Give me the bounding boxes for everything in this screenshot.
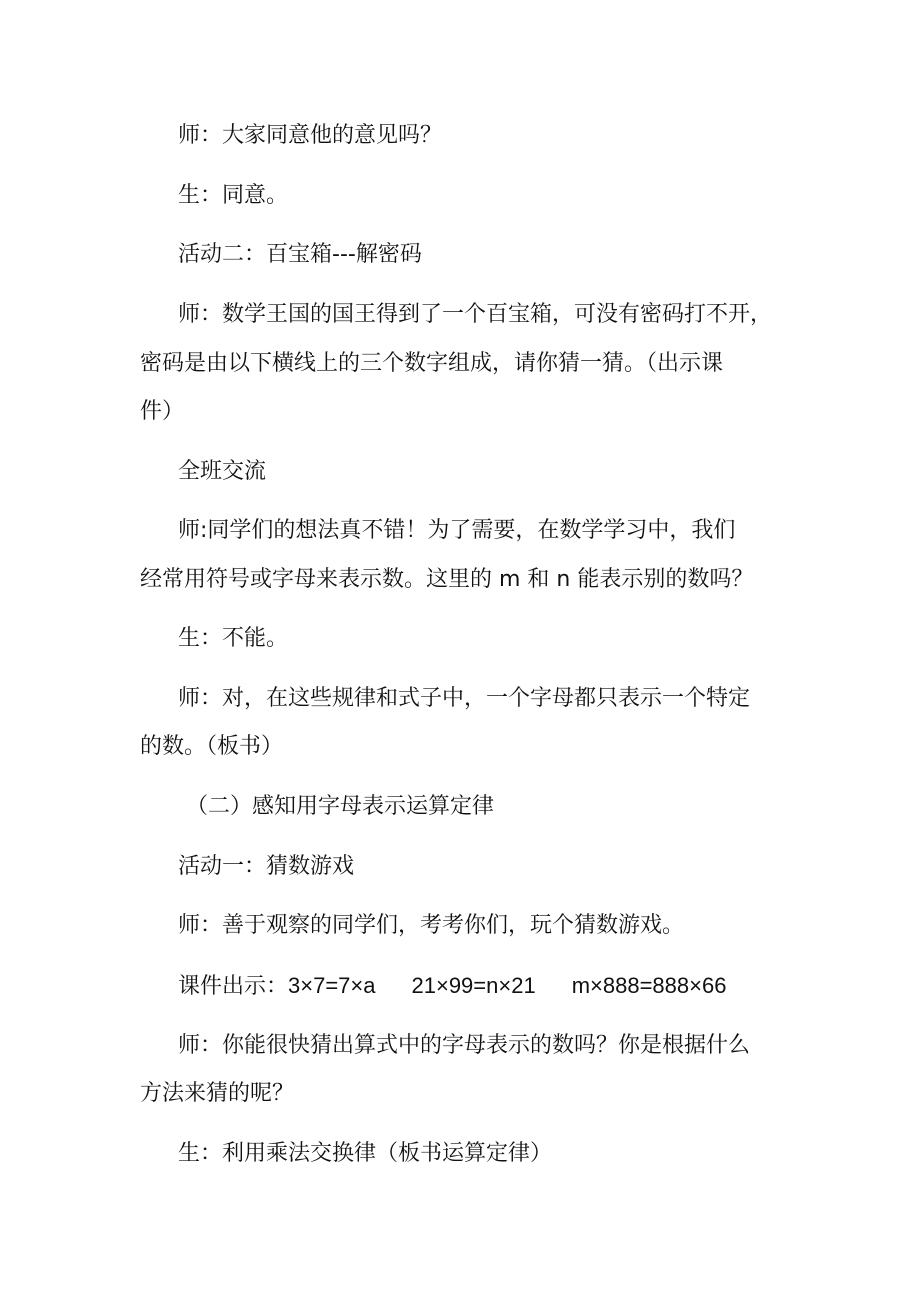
teacher-line-specific-2: 的数。（板书） xyxy=(140,734,284,759)
teacher-line-symbols-1: 师:同学们的想法真不错！为了需要，在数学学习中，我们 xyxy=(178,518,736,543)
courseware-equations-line xyxy=(178,971,726,1002)
teacher-line-treasure-2: 密码是由以下横线上的三个数字组成，请你猜一猜。（出示课 xyxy=(140,351,724,376)
teacher-line-game: 师：善于观察的同学们，考考你们，玩个猜数游戏。 xyxy=(178,913,685,938)
activity-two-heading: 活动二：百宝箱---解密码 xyxy=(178,242,422,267)
activity-one-heading: 活动一：猜数游戏 xyxy=(178,854,355,879)
class-discussion-line: 全班交流 xyxy=(178,459,267,484)
teacher-line-treasure-1: 师：数学王国的国王得到了一个百宝箱，可没有密码打不开， xyxy=(178,302,773,327)
student-line-agree: 生：同意。 xyxy=(178,183,289,208)
student-line-cannot: 生：不能。 xyxy=(178,626,289,651)
teacher-line-guess-2: 方法来猜的呢？ xyxy=(140,1081,295,1106)
equation-2: 21×99=n×21 xyxy=(411,973,536,998)
section-two-heading: （二）感知用字母表示运算定律 xyxy=(186,794,495,819)
teacher-line-symbols-2: 经常用符号或字母来表示数。这里的 m 和 n 能表示别的数吗？ xyxy=(140,567,754,592)
student-line-commutative: 生：利用乘法交换律（板书运算定律） xyxy=(178,1141,553,1166)
equation-1: 3×7=7×a xyxy=(288,973,376,998)
equation-3: m×888=888×66 xyxy=(571,973,727,998)
teacher-line-guess-1: 师：你能很快猜出算式中的字母表示的数吗？你是根据什么 xyxy=(178,1033,751,1058)
teacher-line-agree-question: 师：大家同意他的意见吗？ xyxy=(178,123,443,148)
courseware-label: 课件出示： xyxy=(178,974,289,999)
teacher-line-specific-1: 师：对，在这些规律和式子中，一个字母都只表示一个特定 xyxy=(178,686,751,711)
teacher-line-treasure-3: 件） xyxy=(140,399,185,424)
